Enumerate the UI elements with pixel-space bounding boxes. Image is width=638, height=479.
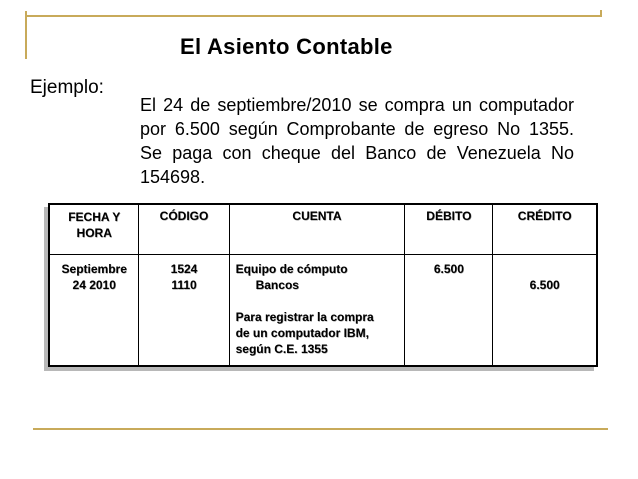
- cuenta-2: Bancos: [255, 278, 299, 292]
- cuenta-gap: [236, 293, 404, 309]
- table-row: [49, 255, 597, 367]
- nota-3: según C.E. 1355: [235, 342, 328, 356]
- nota-2: de un computador IBM,: [235, 326, 369, 340]
- journal-entry-table: [48, 203, 598, 367]
- table-header-row: [49, 204, 597, 255]
- header-fecha-line2: HORA: [76, 226, 112, 240]
- cell-cuenta: [229, 255, 405, 367]
- header-debito: DÉBITO: [405, 204, 493, 255]
- fecha-line2: 24 2010: [72, 278, 116, 292]
- header-cuenta: CUENTA: [229, 204, 405, 255]
- codigo-2: 1110: [171, 278, 197, 292]
- cell-debito: [405, 255, 493, 367]
- cell-credito: [493, 255, 597, 367]
- example-paragraph: El 24 de septiembre/2010 se compra un computador por 6.500 según Comprobante de egreso No 1355. Se paga con cheque del Banco de Venezuela No 154698.: [140, 95, 574, 187]
- bottom-rule: [33, 428, 608, 430]
- top-right-rule: [600, 10, 602, 17]
- slide-title: El Asiento Contable: [180, 34, 393, 59]
- header-fecha-line1: FECHA Y: [68, 210, 121, 224]
- top-rule: [27, 15, 602, 17]
- fecha-line1: Septiembre: [61, 262, 127, 276]
- header-credito: CRÉDITO: [493, 204, 597, 255]
- header-fecha: [49, 204, 139, 255]
- cuenta-1: Equipo de cómputo: [235, 262, 348, 276]
- credito-value: 6.500: [529, 278, 560, 292]
- header-codigo: CÓDIGO: [139, 204, 229, 255]
- cell-fecha: [49, 255, 139, 367]
- top-left-rule: [25, 11, 27, 59]
- cell-codigo: [139, 255, 229, 367]
- example-label: Ejemplo:: [30, 77, 104, 98]
- debito-value: 6.500: [433, 262, 464, 276]
- codigo-1: 1524: [170, 262, 198, 276]
- nota-1: Para registrar la compra: [235, 310, 374, 324]
